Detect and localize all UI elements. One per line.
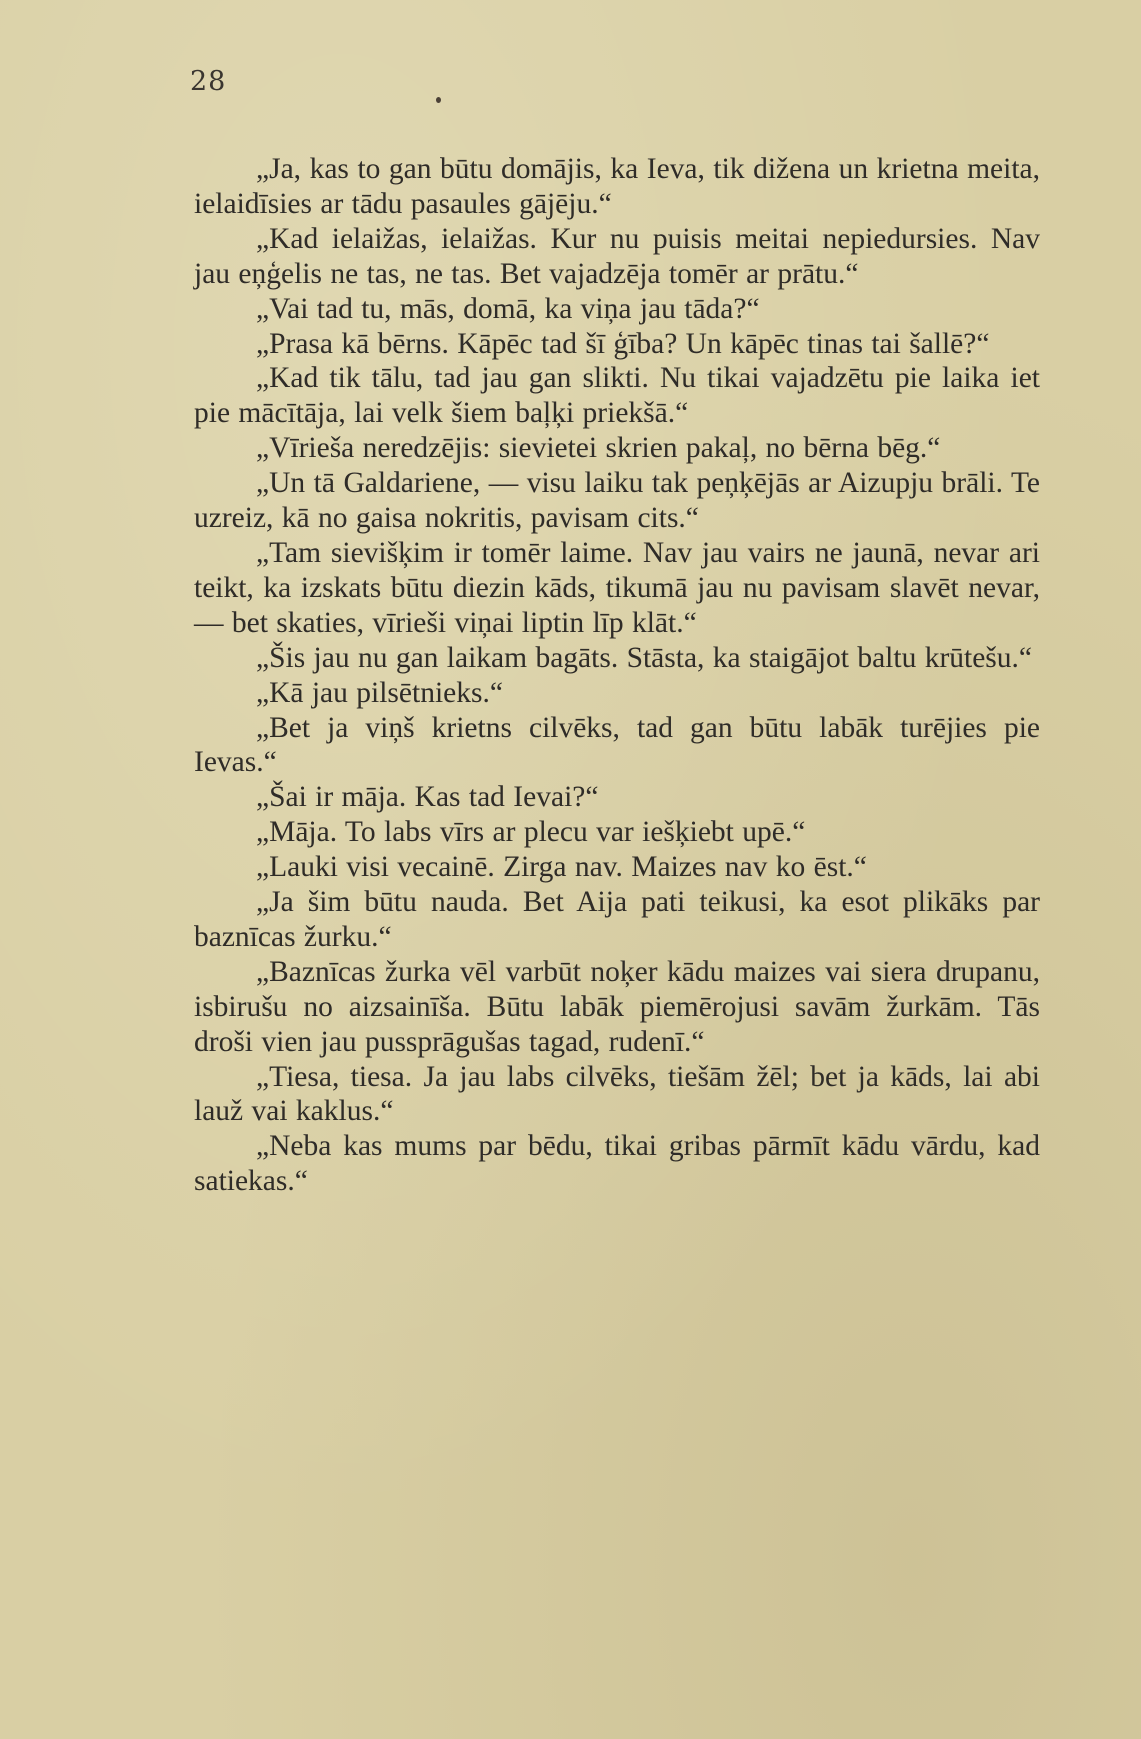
ink-speck [436,97,441,103]
paragraph-4: „Prasa kā bērns. Kāpēc tad šī ģība? Un kāpēc tinas tai šallē?“ [256,327,990,360]
paragraph-16: „Baznīcas žurka vēl varbūt noķer kādu maizes vai siera drupanu, isbirušu no aizsainīša. Būtu labāk piemērojusi savām žurkām. Tās droši vien jau pussprāgušas tagad, rudenī.“ [194,955,1040,1058]
paragraph-1: „Ja, kas to gan būtu domājis, ka Ieva, tik dižena un krietna meita, ielaidīsies ar tādu pasaules gājēju.“ [194,153,1040,220]
paragraph-5: „Kad tik tālu, tad jau gan slikti. Nu tikai vajadzētu pie laika iet pie mācītāja, lai velk šiem baļķi priekšā.“ [194,362,1040,430]
paragraph-17: „Tiesa, tiesa. Ja jau labs cilvēks, tiešām žēl; bet ja kāds, lai abi lauž vai kaklus.“ [194,1060,1040,1128]
paragraph-11: „Bet ja viņš krietns cilvēks, tad gan būtu labāk turējies pie Ievas.“ [194,711,1040,779]
paragraph-12: „Šai ir māja. Kas tad Ievai?“ [256,781,599,814]
paragraph-18: „Neba kas mums par bēdu, tikai gribas pārmīt kādu vārdu, kad satiekas.“ [194,1130,1040,1198]
paragraph-6: „Vīrieša neredzējis: sievietei skrien pakaļ, no bērna bēg.“ [256,432,941,465]
paragraph-8: „Tam sievišķim ir tomēr laime. Nav jau vairs ne jaunā, nevar ari teikt, ka izskats būtu diezin kāds, tikumā jau nu pavisam slavēt nevar, — bet skaties, vīrieši viņai liptin līp klāt.“ [194,536,1040,639]
page-number: 28 [190,66,227,97]
paragraph-9: „Šis jau nu gan laikam bagāts. Stāsta, ka staigājot baltu krūtešu.“ [256,641,1033,674]
paragraph-3: „Vai tad tu, mās, domā, ka viņa jau tāda?“ [256,292,760,325]
paragraph-13: „Māja. To labs vīrs ar plecu var iešķiebt upē.“ [256,816,806,849]
paragraph-14: „Lauki visi vecainē. Zirga nav. Maizes nav ko ēst.“ [256,851,867,884]
paragraph-10: „Kā jau pilsētnieks.“ [256,676,503,709]
body-text [194,152,1040,1199]
paragraph-2: „Kad ielaižas, ielaižas. Kur nu puisis meitai nepiedursies. Nav jau eņģelis ne tas, ne tas. Bet vajadzēja tomēr ar prātu.“ [194,222,1040,290]
paragraph-7: „Un tā Galdariene, — visu laiku tak peņķējās ar Aizupju brāli. Te uzreiz, kā no gaisa nokritis, pavisam cits.“ [194,467,1040,535]
paragraph-15: „Ja šim būtu nauda. Bet Aija pati teikusi, ka esot plikāks par baznīcas žurku.“ [194,886,1040,953]
